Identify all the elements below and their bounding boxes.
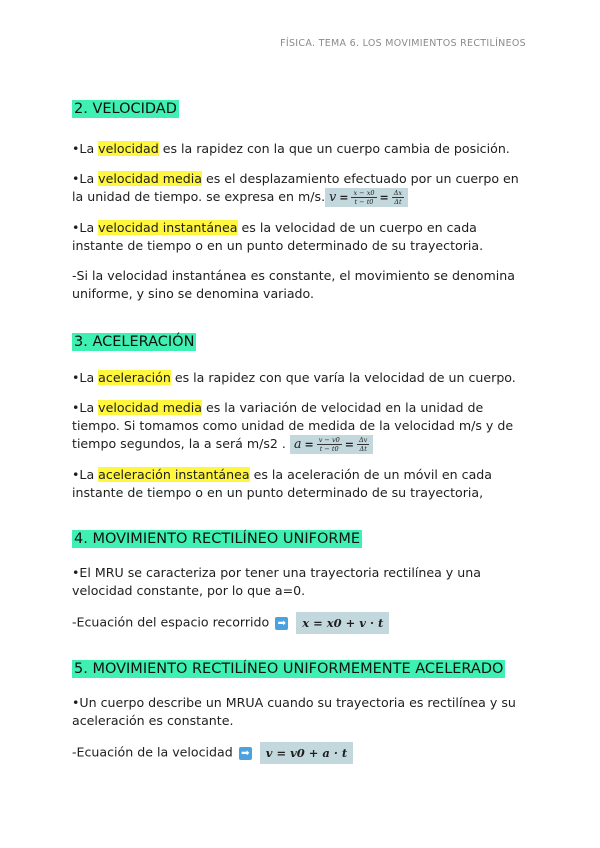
right-arrow-icon: ➡: [275, 617, 288, 630]
paragraph: •El MRU se caracteriza por tener una trayectoria rectilínea y una velocidad constante, por lo que a=0.: [72, 565, 481, 598]
highlighted-term: aceleración instantánea: [98, 467, 250, 482]
section-heading-mrua: 5. MOVIMIENTO RECTILÍNEO UNIFORMEMENTE ACELERADO: [74, 661, 504, 677]
paragraph: •Un cuerpo describe un MRUA cuando su trayectoria es rectilínea y su aceleración es constante.: [72, 695, 516, 728]
right-arrow-icon: ➡: [239, 747, 252, 760]
paragraph: •La velocidad media es la variación de velocidad en la unidad de tiempo. Si tomamos como unidad de medida de la velocidad m/s y de tiempo segundos, la a será m/s2 . a = $\frac{v - v0}{t - t0}$ = $\frac{\Delta v}{\Delta t}$: [72, 400, 514, 453]
paragraph: •La aceleración es la rapidez con que varía la velocidad de un cuerpo.: [72, 370, 516, 385]
document-body: [72, 98, 532, 764]
paragraph: -Ecuación del espacio recorrido ➡ x = x0 + v · t: [72, 612, 532, 634]
equation-espacio: x = x0 + v · t: [296, 612, 389, 634]
equation-velocidad-media: v = $\frac{x - x0}{t - t0}$ = $\frac{\Delta x}{\Delta t}$: [325, 188, 408, 207]
section-heading-velocidad: 2. VELOCIDAD: [74, 101, 177, 117]
paragraph: •La aceleración instantánea es la aceleración de un móvil en cada instante de tiempo o en un punto determinado de su trayectoria,: [72, 467, 493, 500]
paragraph: •La velocidad es la rapidez con la que un cuerpo cambia de posición.: [72, 141, 510, 156]
page-header: FÍSICA. TEMA 6. LOS MOVIMIENTOS RECTILÍNEOS: [280, 38, 526, 49]
highlighted-term: velocidad instantánea: [98, 220, 238, 235]
paragraph: •La velocidad instantánea es la velocidad de un cuerpo en cada instante de tiempo o en un punto determinado de su trayectoria.: [72, 220, 484, 253]
equation-aceleracion-media: a = $\frac{v - v0}{t - t0}$ = $\frac{\Delta v}{\Delta t}$: [290, 435, 373, 454]
highlighted-term: velocidad: [98, 141, 159, 156]
paragraph: •La velocidad media es el desplazamiento efectuado por un cuerpo en la unidad de tiempo. se expresa en m/s. v = $\frac{x - x0}{t - t0}$ = $\frac{\Delta x}{\Delta t}$: [72, 171, 519, 206]
highlighted-term: velocidad media: [98, 171, 202, 186]
highlighted-term: aceleración: [98, 370, 171, 385]
section-heading-mru: 4. MOVIMIENTO RECTILÍNEO UNIFORME: [74, 531, 361, 547]
paragraph: -Ecuación de la velocidad ➡ v = v0 + a · t: [72, 742, 532, 764]
section-heading-aceleracion: 3. ACELERACIÓN: [74, 334, 195, 350]
equation-velocidad: v = v0 + a · t: [260, 742, 353, 764]
paragraph: -Si la velocidad instantánea es constante, el movimiento se denomina uniforme, y sino se denomina variado.: [72, 268, 515, 301]
highlighted-term: velocidad media: [98, 400, 202, 415]
